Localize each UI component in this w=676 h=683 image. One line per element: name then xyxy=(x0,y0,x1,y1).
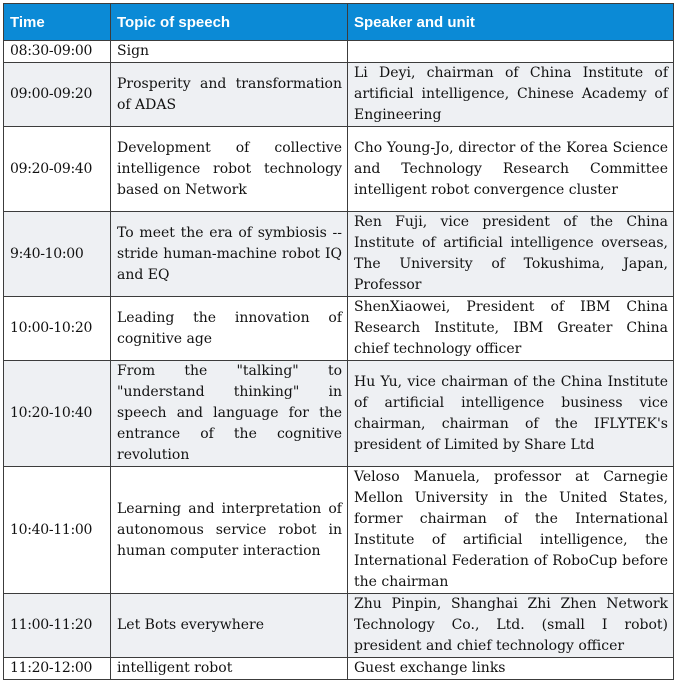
topic-cell: Let Bots everywhere xyxy=(111,594,348,658)
header-topic: Topic of speech xyxy=(111,4,348,41)
topic-cell: intelligent robot xyxy=(111,658,348,680)
time-cell: 10:20-10:40 xyxy=(4,361,111,467)
time-cell: 10:40-11:00 xyxy=(4,467,111,594)
table-row xyxy=(4,297,674,361)
table-row xyxy=(4,63,674,127)
agenda-table xyxy=(3,3,674,680)
speaker-cell: ShenXiaowei, President of IBM China Research Institute, IBM Greater China chief technology officer xyxy=(348,297,674,361)
speaker-cell: Hu Yu, vice chairman of the China Institute of artificial intelligence business vice chairman, chairman of the IFLYTEK's president of Limited by Share Ltd xyxy=(348,361,674,467)
time-cell: 11:00-11:20 xyxy=(4,594,111,658)
speaker-cell xyxy=(348,41,674,63)
time-cell: 09:00-09:20 xyxy=(4,63,111,127)
topic-cell: Leading the innovation of cognitive age xyxy=(111,297,348,361)
time-cell: 9:40-10:00 xyxy=(4,212,111,297)
topic-cell: Development of collective intelligence robot technology based on Network xyxy=(111,127,348,212)
speaker-cell: Zhu Pinpin, Shanghai Zhi Zhen Network Technology Co., Ltd. (small I robot) president and chief technology officer xyxy=(348,594,674,658)
header-speaker: Speaker and unit xyxy=(348,4,674,41)
topic-cell: Prosperity and transformation of ADAS xyxy=(111,63,348,127)
table-row xyxy=(4,212,674,297)
table-row xyxy=(4,41,674,63)
topic-cell: From the "talking" to "understand thinking" in speech and language for the entrance of the cognitive revolution xyxy=(111,361,348,467)
table-row xyxy=(4,127,674,212)
topic-cell: Sign xyxy=(111,41,348,63)
header-time: Time xyxy=(4,4,111,41)
topic-cell: To meet the era of symbiosis -- stride human-machine robot IQ and EQ xyxy=(111,212,348,297)
table-row xyxy=(4,658,674,680)
speaker-cell: Ren Fuji, vice president of the China Institute of artificial intelligence overseas, The University of Tokushima, Japan, Professor xyxy=(348,212,674,297)
topic-cell: Learning and interpretation of autonomous service robot in human computer interaction xyxy=(111,467,348,594)
header-row xyxy=(4,4,674,41)
speaker-cell: Guest exchange links xyxy=(348,658,674,680)
speaker-cell: Veloso Manuela, professor at Carnegie Mellon University in the United States, former chairman of the International Institute of artificial intelligence, the International Federation of RoboCup before the chairman xyxy=(348,467,674,594)
speaker-cell: Li Deyi, chairman of China Institute of artificial intelligence, Chinese Academy of Engineering xyxy=(348,63,674,127)
time-cell: 09:20-09:40 xyxy=(4,127,111,212)
table-row xyxy=(4,467,674,594)
table-row xyxy=(4,361,674,467)
time-cell: 08:30-09:00 xyxy=(4,41,111,63)
time-cell: 10:00-10:20 xyxy=(4,297,111,361)
speaker-cell: Cho Young-Jo, director of the Korea Science and Technology Research Committee intelligent robot convergence cluster xyxy=(348,127,674,212)
table-row xyxy=(4,594,674,658)
time-cell: 11:20-12:00 xyxy=(4,658,111,680)
